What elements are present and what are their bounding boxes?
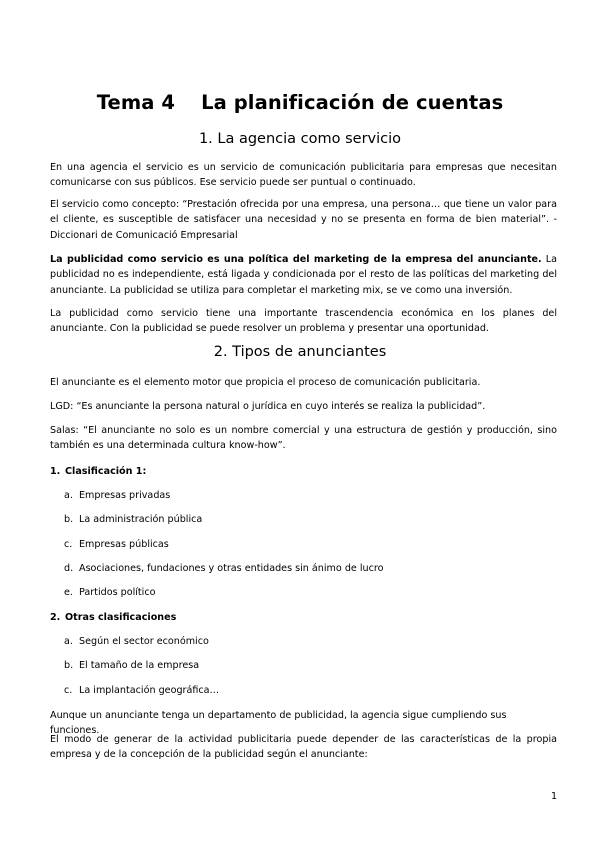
paragraph: El servicio como concepto: “Prestación ofrecida por una empresa, una persona… que tiene un valor para el cliente, es susceptible de satisfacer una necesidad y no se presenta en forma de bien material”. - Diccionari de Comunicació Empresarial [50,199,557,241]
list-item-text: El tamaño de la empresa [79,660,200,671]
list-heading-text: Clasificación 1: [65,466,147,477]
paragraph [50,252,557,298]
list-heading-2 [50,610,176,625]
section-heading-1: 1. La agencia como servicio [198,131,402,147]
list-item-text: Empresas privadas [79,490,171,501]
title-text: La planificación de cuentas [201,91,504,114]
page-number: 1 [551,791,558,802]
paragraph-bold-lead: La publicidad como servicio es una política del marketing de la empresa del anunciante. [50,254,542,265]
section-heading-2: 2. Tipos de anunciantes [213,344,387,360]
paragraph-text: La publicidad no es independiente, está ligada y condicionada por el resto de las políticas del marketing del anunciante. La publicidad se utiliza para completar el marketing mix, se ve como una inversión. [50,254,557,296]
list-item [64,561,383,576]
list-item [64,488,170,503]
list-marker: c. [64,539,73,550]
page-title [0,91,600,114]
list-item-text: La implantación geográfica… [79,685,220,696]
list-marker: b. [64,660,74,671]
list-marker: a. [64,636,73,647]
list-item-text: Empresas públicas [79,539,169,550]
list-item-text: Partidos político [79,587,156,598]
paragraph: La publicidad como servicio tiene una importante trascendencia económica en los planes del anunciante. Con la publicidad se puede resolver un problema y presentar una oportunidad. [50,308,557,335]
list-marker: c. [64,685,73,696]
paragraph: El anunciante es el elemento motor que propicia el proceso de comunicación publicitaria. [50,377,481,388]
title-number: Tema 4 [96,91,176,114]
paragraph: En una agencia el servicio es un servicio de comunicación publicitaria para empresas que necesitan comunicarse con sus públicos. Ese servicio puede ser puntual o continuado. [50,162,557,189]
list-item [64,634,209,649]
list-item [64,658,199,673]
list-item [64,512,202,527]
list-marker: d. [64,563,74,574]
list-marker: e. [64,587,73,598]
paragraph: LGD: “Es anunciante la persona natural o jurídica en cuyo interés se realiza la publicidad”. [50,401,486,412]
list-marker: a. [64,490,73,501]
list-heading-text: Otras clasificaciones [65,612,177,623]
list-item [64,585,155,600]
list-item [64,683,219,698]
paragraph: El modo de generar de la actividad publicitaria puede depender de las características de la propia empresa y de la concepción de la publicidad según el anunciante: [50,734,557,761]
list-number: 2. [50,612,61,623]
list-heading-1 [50,464,146,479]
list-item-text: La administración pública [79,514,203,525]
list-number: 1. [50,466,61,477]
paragraph: Aunque un anunciante tenga un departamento de publicidad, la agencia sigue cumpliendo sus funciones. [50,710,507,737]
list-item-text: Asociaciones, fundaciones y otras entidades sin ánimo de lucro [79,563,384,574]
paragraph: Salas: “El anunciante no solo es un nombre comercial y una estructura de gestión y producción, sino también es una determinada cultura know-how”. [50,425,557,452]
list-item-text: Según el sector económico [79,636,209,647]
list-item [64,537,169,552]
list-marker: b. [64,514,74,525]
